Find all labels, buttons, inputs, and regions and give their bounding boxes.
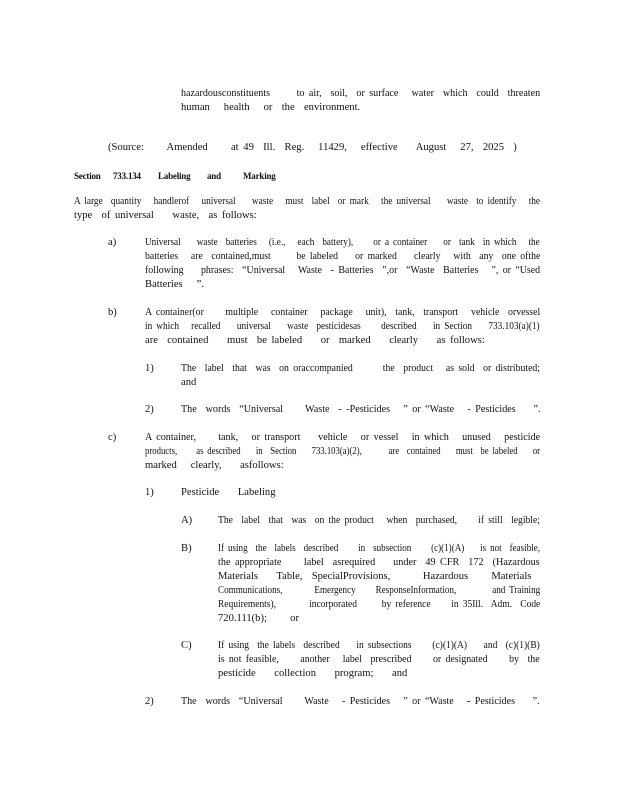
item-a-line: Universal waste batteries (i.e., each battery), or a container or tank in which the: [145, 237, 540, 248]
item-c-1-B-line: Communications, Emergency ResponseInformation, and Training: [218, 585, 541, 596]
item-a-line: Batteries ”.: [145, 279, 204, 290]
item-b-2-line: The words “Universal Waste - -Pesticides ” or “Waste - Pesticides ”.: [181, 404, 541, 415]
item-c-1-C-line: If using the labels described in subsections (c)(1)(A) and (c)(1)(B): [218, 640, 540, 651]
continuation-line-1: hazardousconstituents to air, soil, or surface water which could threaten: [181, 88, 541, 99]
intro-line-2: type of universal waste, as follows:: [74, 210, 257, 221]
item-c-1-B-line: the appropriate label asrequired under 49 CFR 172 (Hazardous: [218, 557, 540, 568]
item-b-line: in which recalled universal waste pesticidesas described in Section 733.103(a)(1): [145, 321, 540, 332]
item-a-label: a): [108, 237, 117, 248]
item-a-line: following phrases: “Universal Waste - Batteries ”,or “Waste Batteries ”, or “Used: [145, 265, 541, 276]
item-c-label: c): [108, 432, 117, 443]
item-c-1-B-line: Materials Table, SpecialProvisions, Hazardous Materials: [218, 571, 532, 582]
item-b-line: are contained must be labeled or marked clearly as follows:: [145, 335, 485, 346]
section-title-word-1: Labeling: [158, 171, 191, 181]
item-b-1-line: The label that was on oraccompanied the product as sold or distributed;: [181, 363, 541, 374]
section-title-word-2: and: [207, 171, 221, 181]
item-b-1-line: and: [181, 377, 197, 388]
section-label: Section: [74, 171, 101, 181]
item-c-1-B-label: B): [181, 543, 192, 554]
intro-line-1: A large quantity handlerof universal waste must label or mark the universal waste to identify the: [74, 196, 541, 207]
item-c-2-line: The words “Universal Waste - Pesticides ” or “Waste - Pesticides ”.: [181, 696, 540, 707]
item-c-1-A-label: A): [181, 515, 193, 526]
item-c-1-label: 1): [145, 487, 154, 498]
item-c-1-C-line: pesticide collection program; and: [218, 668, 408, 679]
item-b-2-label: 2): [145, 404, 154, 415]
item-b-1-label: 1): [145, 363, 154, 374]
item-b-label: b): [108, 307, 117, 318]
item-c-1-B-line: If using the labels described in subsection (c)(1)(A) is not feasible,: [218, 543, 541, 554]
item-c-1-C-label: C): [181, 640, 192, 651]
item-a-line: batteries are contained,must be labeled or marked clearly with any one ofthe: [145, 251, 541, 262]
item-c-line: marked clearly, asfollows:: [145, 460, 284, 471]
item-c-line: A container, tank, or transport vehicle or vessel in which unused pesticide: [145, 432, 541, 443]
item-c-1-C-line: is not feasible, another label prescribed or designated by the: [218, 654, 540, 665]
continuation-line-2: human health or the environment.: [181, 102, 361, 113]
item-b-line: A container(or multiple container package unit), tank, transport vehicle orvessel: [145, 307, 541, 318]
item-c-line: products, as described in Section 733.103(a)(2), are contained must be labeled or: [145, 446, 541, 457]
item-c-2-label: 2): [145, 696, 154, 707]
item-c-1-A-line: The label that was on the product when purchased, if still legible;: [218, 515, 540, 526]
item-c-1-title: Pesticide Labeling: [181, 487, 276, 498]
section-number: 733.134: [113, 171, 141, 181]
section-title-word-3: Marking: [243, 171, 276, 181]
item-c-1-B-line: 720.111(b); or: [218, 613, 300, 624]
source-note: (Source: Amended at 49 Ill. Reg. 11429, effective August 27, 2025 ): [108, 142, 517, 153]
item-c-1-B-line: Requirements), incorporated by reference in 35Ill. Adm. Code: [218, 599, 541, 610]
